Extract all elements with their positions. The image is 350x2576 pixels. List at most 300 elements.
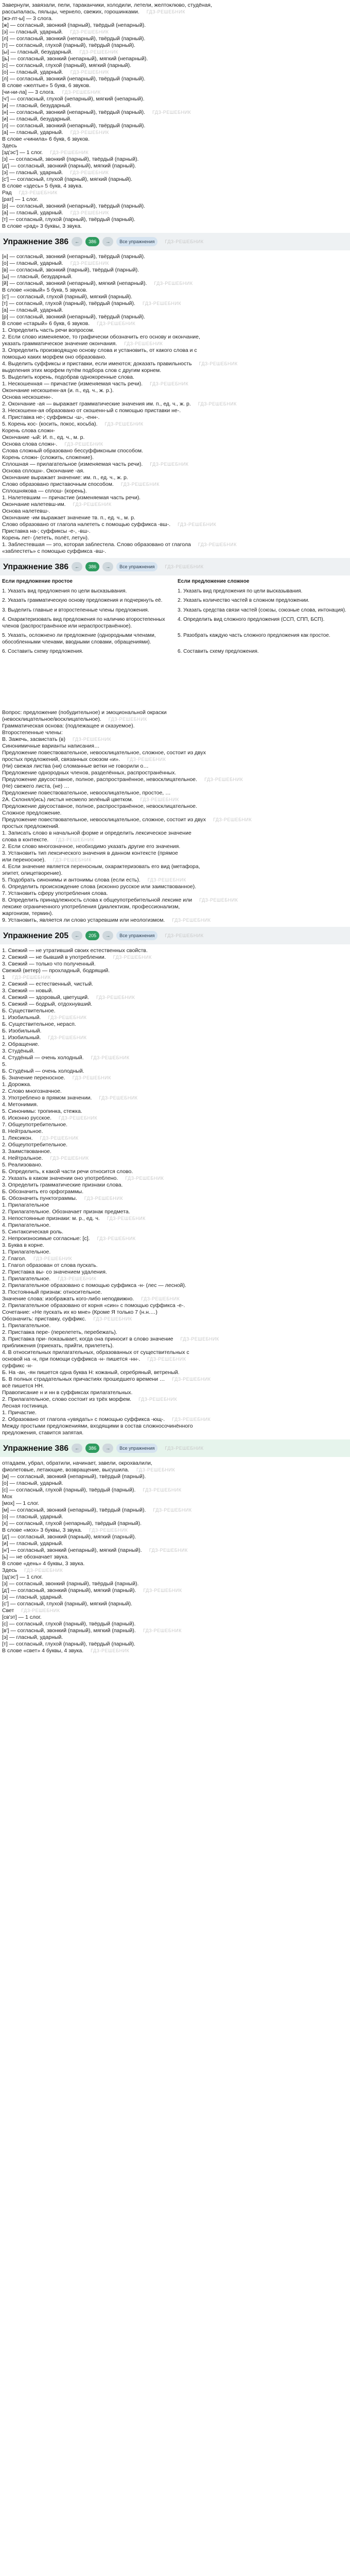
block4-line [2, 961, 96, 968]
line-text: [и] — гласный, безударный. [2, 116, 72, 122]
line-text: Здесь [2, 1567, 18, 1573]
block3-line [2, 803, 197, 810]
line-text: Предложение однородных членов, разделённых, распространённых. [2, 770, 177, 776]
block5-line [2, 1567, 63, 1574]
block2-line [2, 474, 128, 481]
line-text: Основа налетевш‑. [2, 508, 50, 514]
block1-line [2, 190, 58, 196]
block5-line [2, 1641, 135, 1648]
watermark: ГДЗ-РЕШЕБНИК [79, 49, 118, 55]
line-text: 3. Постоянный признак: относительное. [2, 1289, 102, 1295]
watermark: ГДЗ-РЕШЕБНИК [56, 837, 95, 842]
line-text: 2. Образовано от глагола «увядать» с помощью суффикса ‑ющ‑. [2, 1416, 165, 1422]
all-exercises-button[interactable]: Все упражнения [116, 931, 157, 940]
block1-line [2, 163, 136, 170]
block3-line [2, 723, 135, 730]
block2-line [2, 548, 106, 555]
block4-line [2, 1410, 37, 1416]
block4-line [2, 1048, 34, 1055]
line-text: [ь] — не обозначает звука. [2, 1554, 69, 1560]
line-text: 2. Слово многозначное. [2, 1088, 62, 1094]
watermark: ГДЗ-РЕШЕБНИК [107, 1216, 146, 1221]
line-text: [н'] — согласный, звонкий (непарный), мягкий (парный). [2, 1547, 142, 1553]
exercise-number[interactable]: 386 [85, 562, 99, 571]
block3-line [2, 716, 147, 723]
line-text: 4. Если значение является переносным, охарактеризовать его вид (метафора, [2, 863, 200, 870]
column-header: Если предложение сложное [178, 579, 250, 584]
line-text: [jь] — согласный, звонкий (непарный), мягкий (непарный). [2, 56, 148, 62]
block1-line [2, 176, 132, 183]
line-text: 1. Прилагательное. [2, 1276, 51, 1282]
line-text: 2. Общеупотребительное. [2, 1142, 68, 1148]
block4-line [2, 1222, 50, 1229]
line-text: 1 [2, 974, 5, 980]
watermark: ГДЗ-РЕШЕБНИК [73, 502, 112, 507]
block3-line [2, 897, 238, 904]
line-text: 2. Свежий — естественный, чистый. [2, 981, 94, 987]
line-text: [р] — согласный, звонкий (непарный), твёрдый (парный). [2, 203, 146, 209]
block3-line [2, 736, 111, 743]
line-text: 2. Приставка вы‑ со значением удаления. [2, 1269, 107, 1275]
block4-line [2, 968, 110, 974]
block2-line [2, 515, 135, 521]
line-text: (невосклицательное/восклицательное). [2, 716, 101, 722]
block2-line [2, 521, 216, 528]
line-text: [в'] — согласный, звонкий (парный), мягкий (парный). [2, 1628, 136, 1634]
table-cell: 5. Разобрать каждую часть сложного предложения как простое. [178, 633, 330, 638]
line-text: В слове «мох» 3 буквы, 3 звука. [2, 1527, 82, 1533]
watermark: ГДЗ-РЕШЕБНИК [199, 897, 238, 903]
block5-line [2, 1574, 43, 1581]
line-text: указать грамматическое значение окончания. [2, 341, 117, 347]
block3-line [2, 810, 61, 817]
block4-line [2, 1155, 89, 1162]
line-text: 1. Причастие. [2, 1410, 37, 1416]
exercise-number[interactable]: 205 [85, 931, 99, 940]
watermark: ГДЗ-РЕШЕБНИК [108, 717, 147, 722]
block3-line [2, 843, 180, 850]
line-text: [чи‑ни‑ла] — 3 слога. [2, 89, 55, 95]
block1-line [2, 89, 101, 96]
line-text: [с] — согласный, глухой (парный), мягкий (парный). [2, 62, 132, 69]
line-text: выделения этих морфем путём подбора слов с другим корнем. [2, 367, 162, 374]
watermark: ГДЗ-РЕШЕБНИК [150, 381, 189, 386]
block4-line [2, 1068, 84, 1075]
line-text: 3. Употреблено в прямом значении. [2, 1095, 92, 1101]
table-cell: 6. Составить схему предложения. [178, 649, 259, 654]
line-text: 4. Выделить суффиксы и приставки, если имеются; доказать правильность [2, 361, 192, 367]
block4-line [2, 981, 93, 988]
line-text: 5. Реализовано. [2, 1162, 43, 1168]
line-text: [ч'] — согласный, глухой (непарный), мягкий (непарный). [2, 96, 145, 102]
table-cell: 6. Составить схему предложения. [2, 649, 83, 654]
block4-line [2, 1209, 130, 1215]
block4-line [2, 1423, 193, 1430]
watermark: ГДЗ-РЕШЕБНИК [91, 1055, 130, 1060]
watermark: ГДЗ-РЕШЕБНИК [120, 482, 160, 487]
prev-button[interactable]: ← [72, 1444, 82, 1453]
line-text: 2. Прилагательное. Обозначает признак предмета. [2, 1209, 130, 1215]
line-text: отгадаем, убрал, обратили, начинает, завели, окрохвалили, [2, 1460, 152, 1466]
line-text: [мох] — 1 слог. [2, 1500, 39, 1506]
watermark: ГДЗ-РЕШЕБНИК [141, 1296, 180, 1301]
line-text: Сложное предложение. [2, 810, 62, 816]
all-exercises-button[interactable]: Все упражнения [116, 237, 157, 246]
table-cell: 4. Охарактеризовать вид предложения по наличию второстепенных членов (распространённое или нераспространённое). [2, 617, 165, 629]
line-text: Б. На ‑ан, ‑ян пишется одна буква Н: кожаный, серебряный, ветреный. [2, 1369, 180, 1376]
line-text: Корень слова сложн‑ [2, 428, 55, 434]
line-text: [т] — согласный, глухой (парный), твёрдый (парный). [2, 300, 135, 307]
block4-line [2, 1095, 138, 1101]
block3-line [2, 743, 99, 750]
block4-line [2, 1061, 7, 1068]
block4-line [2, 1182, 123, 1189]
line-text: 2. Если слово многозначное, необходимо указать другие его значения. [2, 843, 181, 850]
block5-line [2, 1494, 12, 1500]
block2-line [2, 253, 145, 260]
block1-line [2, 36, 145, 42]
line-text: Основа слова сложн‑. [2, 441, 58, 447]
watermark: ГДЗ-РЕШЕБНИК [165, 564, 204, 569]
line-text: 5. Корень кос‑ (косить, покос, косьба). [2, 421, 98, 427]
exercise-title: Упражнение 386 [3, 1444, 69, 1453]
block3-line [2, 917, 211, 924]
line-text: Предложение повествовательное, невосклицательное, сложное, состоит из двух [2, 817, 206, 823]
line-text: 3. Нескошенн‑ая образовано от скошенн‑ый с помощью приставки не‑. [2, 408, 181, 414]
block4-line [2, 1008, 56, 1014]
line-text: 1. Свежий — не утративший своих естественных свойств. [2, 947, 148, 954]
block4-line [2, 1383, 44, 1389]
block3-line [2, 770, 176, 776]
line-text: [с] — согласный, глухой (парный), твёрдый (парный). [2, 1621, 136, 1627]
block5-line [2, 1607, 60, 1614]
block2-line [2, 414, 99, 421]
watermark: ГДЗ-РЕШЕБНИК [91, 1648, 130, 1653]
line-text: 2. Если слово изменяемое, то графически обозначить его основу и окончание, [2, 334, 200, 340]
line-text: Б. В полных страдательных причастиях прошедшего времени … [2, 1376, 165, 1382]
line-text: 5. Свежий — бодрый, отдохнувший. [2, 1001, 93, 1007]
line-text: [х] — согласный, глухой (непарный), твёрдый (парный). [2, 1520, 142, 1527]
line-text: «заблестеть» с помощью суффикса ‑вш‑. [2, 548, 107, 554]
block1-line [2, 69, 109, 76]
watermark: ГДЗ-РЕШЕБНИК [93, 1316, 132, 1321]
block2-line [2, 320, 135, 327]
block4-line [2, 1122, 67, 1128]
block2-line [2, 488, 87, 495]
block5-line [2, 1547, 188, 1554]
line-text: [рат] — 1 слог. [2, 196, 38, 202]
block2-line [2, 495, 141, 501]
line-text: 5. Синонимы: тропинка, стежка. [2, 1108, 82, 1114]
watermark: ГДЗ-РЕШЕБНИК [165, 239, 204, 244]
block4-line [2, 1115, 97, 1122]
line-text: простых предложений. [2, 823, 60, 829]
line-text: суффикс ‑н‑ [2, 1363, 33, 1369]
block4-line [2, 1028, 41, 1035]
block4-line [2, 1001, 92, 1008]
watermark: ГДЗ-РЕШЕБНИК [136, 1467, 176, 1472]
exercise-header [0, 558, 350, 575]
line-text: 4. Студёный — очень холодный. [2, 1055, 84, 1061]
block4-line [2, 1088, 62, 1095]
line-text: Второстепенные члены: [2, 730, 63, 736]
watermark: ГДЗ-РЕШЕБНИК [165, 933, 204, 938]
line-text: 4. Свежий — здоровый, цветущий. [2, 994, 90, 1001]
block2-line [2, 501, 112, 508]
line-text: 6. Исконно русское. [2, 1115, 52, 1121]
block4-line [2, 1336, 219, 1343]
block2-line [2, 508, 50, 515]
block4-line [2, 1162, 42, 1168]
block4-line [2, 1329, 117, 1336]
watermark: ГДЗ-РЕШЕБНИК [70, 261, 109, 266]
block4-line [2, 1101, 38, 1108]
line-text: Мох [2, 1494, 12, 1500]
block3-line [2, 823, 60, 830]
block1-line [2, 196, 38, 203]
line-text: Основа сплошн‑. Окончание ‑ая. [2, 468, 85, 474]
block1-line [2, 56, 148, 62]
next-button[interactable]: → [102, 562, 113, 571]
line-text: В слове «свет» 4 буквы, 4 звука. [2, 1648, 84, 1654]
line-text: Б. Определить, к какой части речи относится слово. [2, 1168, 133, 1175]
watermark: ГДЗ-РЕШЕБНИК [143, 1628, 182, 1633]
exercise-title: Упражнение 386 [3, 562, 69, 571]
table-cell: 4. Определить вид сложного предложения (ССП, СПП, БСП). [178, 617, 325, 622]
block2-line [2, 341, 163, 347]
block3-line [2, 796, 179, 803]
block3-line [2, 857, 92, 863]
block3-line [2, 817, 252, 823]
line-text: [зд'эс'] — 1 слог. [2, 149, 43, 156]
block4-line [2, 1229, 63, 1235]
block1-line [2, 82, 91, 89]
line-text: [д'] — согласный, звонкий (парный), мягкий (парный). [2, 1587, 136, 1594]
watermark: ГДЗ-РЕШЕБНИК [24, 1568, 63, 1573]
line-text: 1. Лексикон. [2, 1135, 33, 1141]
watermark: ГДЗ-РЕШЕБНИК [70, 170, 109, 175]
watermark: ГДЗ-РЕШЕБНИК [58, 1276, 97, 1281]
line-text: 1. Заблестевшая — это, которая заблестела. Слово образовано от глагола [2, 541, 191, 548]
line-text: простых предложений, связанных союзом «и». [2, 756, 120, 762]
line-text: Окончание ‑ый: И. п., ед. ч., м. р. [2, 434, 85, 440]
prev-button[interactable]: ← [72, 562, 82, 571]
line-text: [й] — согласный, звонкий (непарный), мягкий (непарный). [2, 280, 147, 286]
block3-line [2, 837, 95, 843]
line-text: [з] — согласный, звонкий (парный), твёрдый (парный). [2, 1581, 139, 1587]
block2-line [2, 401, 237, 408]
line-text: [л] — согласный, звонкий (непарный), твёрдый (парный). [2, 36, 146, 42]
block2-line [2, 535, 89, 541]
next-button[interactable]: → [102, 931, 113, 940]
block4-line [2, 1142, 67, 1148]
table-cell: 5. Указать, осложнено ли предложение (однородными членами, обособленными членами, вводными словами, обращениями). [2, 633, 156, 645]
watermark: ГДЗ-РЕШЕБНИК [152, 110, 191, 115]
next-button[interactable]: → [102, 1444, 113, 1453]
line-text: [а] — гласный, ударный. [2, 307, 63, 313]
block5-line [2, 1594, 63, 1601]
watermark: ГДЗ-РЕШЕБНИК [50, 1156, 89, 1161]
watermark: ГДЗ-РЕШЕБНИК [97, 321, 136, 326]
line-text: [о] — гласный, ударный. [2, 1480, 63, 1486]
line-text: Сплошная — прилагательное (изменяемая часть речи). [2, 461, 143, 467]
block5-line [2, 1480, 63, 1487]
block2-line [2, 327, 94, 334]
line-text: помощью каких морфем оно образовано. [2, 354, 107, 360]
table-cell: 3. Выделить главные и второстепенные члены предложения. [2, 607, 149, 613]
watermark: ГДЗ-РЕШЕБНИК [172, 1377, 211, 1382]
column-header: Если предложение простое [2, 579, 73, 584]
line-text: 4. Приставка не‑; суффиксы ‑ш‑, ‑енн‑. [2, 414, 100, 420]
watermark: ГДЗ-РЕШЕБНИК [52, 857, 92, 862]
line-text: 3. Свежий — новый. [2, 988, 54, 994]
watermark: ГДЗ-РЕШЕБНИК [70, 70, 109, 75]
line-text: [н] — согласный, звонкий (непарный), твёрдый (парный). [2, 109, 145, 115]
block3-line [2, 756, 166, 763]
line-text: Свежий (ветер) — прохладный, бодрящий. [2, 968, 110, 974]
line-text: Синонимичные варианты написания… [2, 743, 100, 749]
block4-line [2, 1014, 87, 1021]
line-text: [л] — согласный, звонкий (непарный), твёрдый (парный). [2, 123, 146, 129]
all-exercises-button[interactable]: Все упражнения [116, 1444, 157, 1453]
line-text: 3. Непостоянные признаки: м. р., ед. ч. [2, 1215, 100, 1222]
block5-line [2, 1581, 138, 1587]
block2-line [2, 528, 91, 535]
line-text: 2. Окончание ‑ая — выражает грамматические значения им. п., ед. ч., ж. р. [2, 401, 191, 407]
line-text: 2. Свежий — не бывший в употреблении. [2, 954, 106, 960]
block4-line [2, 1262, 98, 1269]
watermark: ГДЗ-РЕШЕБНИК [125, 1176, 164, 1181]
all-exercises-button[interactable]: Все упражнения [116, 562, 157, 571]
block4-line [2, 1195, 123, 1202]
watermark: ГДЗ-РЕШЕБНИК [62, 90, 101, 95]
block4-line [2, 1269, 107, 1276]
line-text: лексике ограниченного употребления (диалектизм, профессионализм, [2, 904, 180, 910]
block4-line [2, 1316, 132, 1323]
exercise-number[interactable]: 386 [85, 237, 99, 246]
block4-line [2, 1430, 83, 1436]
line-text: [в] — согласный, звонкий (парный), твёрдый (парный). [2, 267, 139, 273]
prev-button[interactable]: ← [72, 931, 82, 940]
watermark: ГДЗ-РЕШЕБНИК [154, 281, 193, 286]
block2-line [2, 481, 160, 488]
line-text: слова в контексте. [2, 837, 49, 843]
block4-line [2, 1242, 44, 1249]
block4-line [2, 974, 51, 981]
watermark: ГДЗ-РЕШЕБНИК [172, 918, 211, 923]
line-text: [э] — гласный, ударный. [2, 1594, 63, 1600]
block5-line [2, 1520, 142, 1527]
table-cell: 2. Указать грамматическую основу предложения и подчеркнуть её. [2, 598, 163, 603]
block2-line [2, 468, 84, 474]
line-text: Корень лет‑ (лететь, полёт, летун). [2, 535, 89, 541]
block4-line [2, 1302, 185, 1309]
line-text: [зд'эс'] — 1 слог. [2, 1574, 43, 1580]
block3-line [2, 783, 69, 790]
line-text: Слова сложный образовано бессуффиксным способом. [2, 448, 143, 454]
block2-line [2, 294, 132, 300]
line-text: 2. Прилагательное, слово состоит из трёх морфем. [2, 1396, 132, 1402]
line-text: Грамматическая основа: (подлежащее и сказуемое). [2, 723, 135, 729]
watermark: ГДЗ-РЕШЕБНИК [138, 1397, 178, 1402]
block2-line [2, 408, 181, 414]
line-text: [с'] — согласный, глухой (парный), мягкий (парный). [2, 176, 133, 182]
block4-line [2, 1349, 189, 1356]
block4-line [2, 1343, 114, 1349]
exercise-title: Упражнение 386 [3, 237, 69, 246]
prev-button[interactable]: ← [72, 237, 82, 246]
block5-line [2, 1540, 63, 1547]
watermark: ГДЗ-РЕШЕБНИК [72, 1075, 111, 1080]
line-text: Приставка на‑; суффиксы ‑е‑, ‑вш‑. [2, 528, 91, 534]
block2-line [2, 434, 84, 441]
line-text: Б. Существительное, нерасп. [2, 1021, 76, 1027]
block5-line [2, 1527, 128, 1534]
next-button[interactable]: → [102, 237, 113, 246]
watermark: ГДЗ-РЕШЕБНИК [97, 1236, 136, 1241]
watermark: ГДЗ-РЕШЕБНИК [198, 542, 237, 547]
line-text: В слове «чинила» 6 букв, 6 звуков. [2, 136, 90, 142]
block1-line [2, 170, 109, 176]
line-text: Предложение повествовательное, невосклицательное, сложное, состоит из двух [2, 750, 206, 756]
block3-line [2, 830, 191, 837]
line-text: [р] — согласный, звонкий (непарный), твёрдый (парный). [2, 314, 146, 320]
line-text: [т] — согласный, глухой (парный), твёрдый (парный). [2, 216, 135, 223]
block3-line [2, 730, 63, 736]
block1-line [2, 9, 185, 15]
watermark: ГДЗ-РЕШЕБНИК [180, 1336, 219, 1342]
block2-line [2, 274, 73, 280]
exercise-number[interactable]: 386 [85, 1444, 99, 1453]
line-text: 8. Определить принадлежность слова к общеупотребительной лексике или [2, 897, 192, 903]
block4-line [2, 1416, 211, 1423]
watermark: ГДЗ-РЕШЕБНИК [21, 1608, 60, 1613]
block2-line [2, 428, 55, 434]
line-text: Сплошнякова — сплош‑ (корень). [2, 488, 87, 494]
block1-line [2, 143, 17, 149]
block2-line [2, 260, 109, 267]
line-text: Значение слова: изображать кого‑либо неподвижно. [2, 1296, 134, 1302]
block5-line [2, 1467, 175, 1473]
block2-line [2, 347, 197, 354]
line-text: Б. Изобильный. [2, 1028, 42, 1034]
watermark: ГДЗ-РЕШЕБНИК [143, 1588, 182, 1593]
parsing-table [2, 579, 348, 658]
block2-line [2, 354, 107, 361]
watermark: ГДЗ-РЕШЕБНИК [150, 462, 189, 467]
exercise-header [0, 1439, 350, 1457]
block1-line [2, 76, 145, 82]
block3-line [2, 870, 62, 877]
block2-line [2, 374, 134, 381]
block2-line [2, 314, 145, 320]
block4-line [2, 1356, 186, 1363]
line-text: 1. Прилагательное. [2, 1323, 51, 1329]
exercise-header [0, 927, 350, 944]
block1-line [2, 96, 145, 103]
line-text: предложения, ставится запятая. [2, 1430, 84, 1436]
block5-line [2, 1554, 69, 1561]
block2-line [2, 454, 94, 461]
watermark: ГДЗ-РЕШЕБНИК [33, 1256, 73, 1261]
line-text: Окончание налетевш‑им. [2, 501, 66, 507]
block3-line [2, 877, 186, 884]
block4-line [2, 1363, 32, 1369]
line-text: 3. Определить производящую основу слова и установить, от какого слова и с [2, 347, 197, 353]
line-text: 1. Прилагательное [2, 1202, 49, 1208]
watermark: ГДЗ-РЕШЕБНИК [153, 1507, 192, 1513]
line-text: Б. Обозначить пунктограммы. [2, 1195, 77, 1201]
